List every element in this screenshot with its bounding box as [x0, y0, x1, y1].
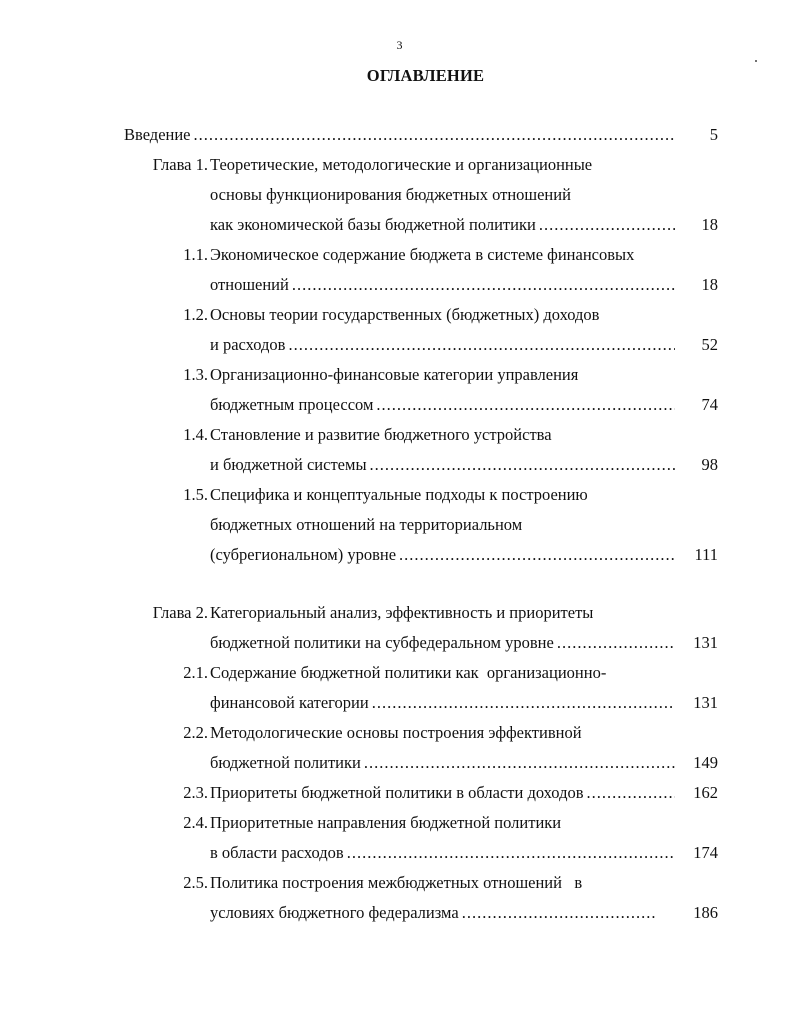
toc-page-number: 174: [693, 843, 718, 862]
dot-leader: [462, 902, 657, 924]
section-title-line: Приоритеты бюджетной политики в области доходов: [210, 783, 584, 802]
dot-leader: [347, 842, 675, 864]
toc-entry-section-2-4: [210, 842, 675, 864]
chapter-title-line: Категориальный анализ, эффективность и приоритеты: [210, 603, 594, 622]
section-title-line: Основы теории государственных (бюджетных) доходов: [210, 305, 600, 324]
toc-entry-section-1-1: [210, 274, 675, 296]
toc-entry-chapter-2: [210, 632, 675, 654]
toc-page-number: 52: [701, 335, 718, 354]
section-number: 1.3.: [183, 365, 208, 384]
chapter-title-line: как экономической базы бюджетной политики: [210, 215, 536, 234]
section-title-line: Политика построения межбюджетных отношений в: [210, 873, 583, 892]
dot-leader: [364, 752, 675, 774]
section-number: 1.4.: [183, 425, 208, 444]
toc-page-number: 162: [693, 783, 718, 802]
toc-entry-section-2-5: [210, 902, 657, 924]
dot-leader: [399, 544, 675, 566]
toc-page-number: 5: [709, 125, 718, 144]
toc-entry-intro: [124, 124, 675, 146]
section-title-line: условиях бюджетного федерализма: [210, 903, 459, 922]
chapter-label: Глава 2.: [152, 603, 208, 622]
chapter-title-line: основы функционирования бюджетных отношений: [210, 185, 571, 204]
dot-leader: [292, 274, 675, 296]
dot-leader: [370, 454, 675, 476]
toc-entry-section-1-4: [210, 454, 675, 476]
toc-page-number: 98: [701, 455, 718, 474]
dot-leader: [587, 782, 675, 804]
dot-leader: [288, 334, 675, 356]
page-number: 3: [396, 38, 403, 52]
section-title-line: и расходов: [210, 335, 286, 354]
section-title-line: Содержание бюджетной политики как организационно-: [210, 663, 607, 682]
section-title-line: в области расходов: [210, 843, 344, 862]
dot-leader: [557, 632, 675, 654]
section-number: 1.1.: [183, 245, 208, 264]
section-title-line: бюджетных отношений на территориальном: [210, 515, 523, 534]
toc-entry-section-1-2: [210, 334, 675, 356]
section-title-line: Организационно-финансовые категории управления: [210, 365, 579, 384]
section-title-line: Методологические основы построения эффективной: [210, 723, 582, 742]
dot-leader: [376, 394, 675, 416]
section-title-line: Приоритетные направления бюджетной политики: [210, 813, 562, 832]
section-number: 2.1.: [183, 663, 208, 682]
section-number: 2.5.: [183, 873, 208, 892]
section-number: 2.3.: [183, 783, 208, 802]
dot-leader: [539, 214, 675, 236]
toc-entry-section-2-3: [210, 782, 675, 804]
toc-page-number: 18: [701, 215, 718, 234]
section-title-line: Становление и развитие бюджетного устройства: [210, 425, 552, 444]
section-title-line: бюджетной политики: [210, 753, 361, 772]
dot-leader: [194, 124, 675, 146]
scan-speck: [755, 60, 757, 62]
dot-leader: [372, 692, 675, 714]
section-title-line: и бюджетной системы: [210, 455, 367, 474]
toc-entry-section-2-2: [210, 752, 675, 774]
toc-page-number: 18: [701, 275, 718, 294]
toc-page-number: 111: [694, 545, 718, 564]
section-number: 1.2.: [183, 305, 208, 324]
chapter-title-line: бюджетной политики на субфедеральном уровне: [210, 633, 554, 652]
section-number: 1.5.: [183, 485, 208, 504]
toc-page-number: 131: [693, 693, 718, 712]
toc-entry-section-2-1: [210, 692, 675, 714]
section-title-line: Специфика и концептуальные подходы к построению: [210, 485, 588, 504]
toc-page-number: 131: [693, 633, 718, 652]
toc-page-number: 149: [693, 753, 718, 772]
toc-entry-chapter-1: [210, 214, 675, 236]
toc-entry-section-1-3: [210, 394, 675, 416]
toc-entry-section-1-5: [210, 544, 675, 566]
section-number: 2.2.: [183, 723, 208, 742]
section-number: 2.4.: [183, 813, 208, 832]
section-title-line: (субрегиональном) уровне: [210, 545, 397, 564]
section-title-line: Экономическое содержание бюджета в системе финансовых: [210, 245, 635, 264]
toc-page-number: 186: [693, 903, 718, 922]
section-title-line: бюджетным процессом: [210, 395, 374, 414]
toc-entry-title: Введение: [124, 125, 191, 144]
chapter-label: Глава 1.: [152, 155, 208, 174]
section-title-line: отношений: [210, 275, 289, 294]
toc-heading: ОГЛАВЛЕНИЕ: [366, 66, 485, 85]
chapter-title-line: Теоретические, методологические и организационные: [210, 155, 593, 174]
toc-page-number: 74: [701, 395, 718, 414]
section-title-line: финансовой категории: [210, 693, 369, 712]
